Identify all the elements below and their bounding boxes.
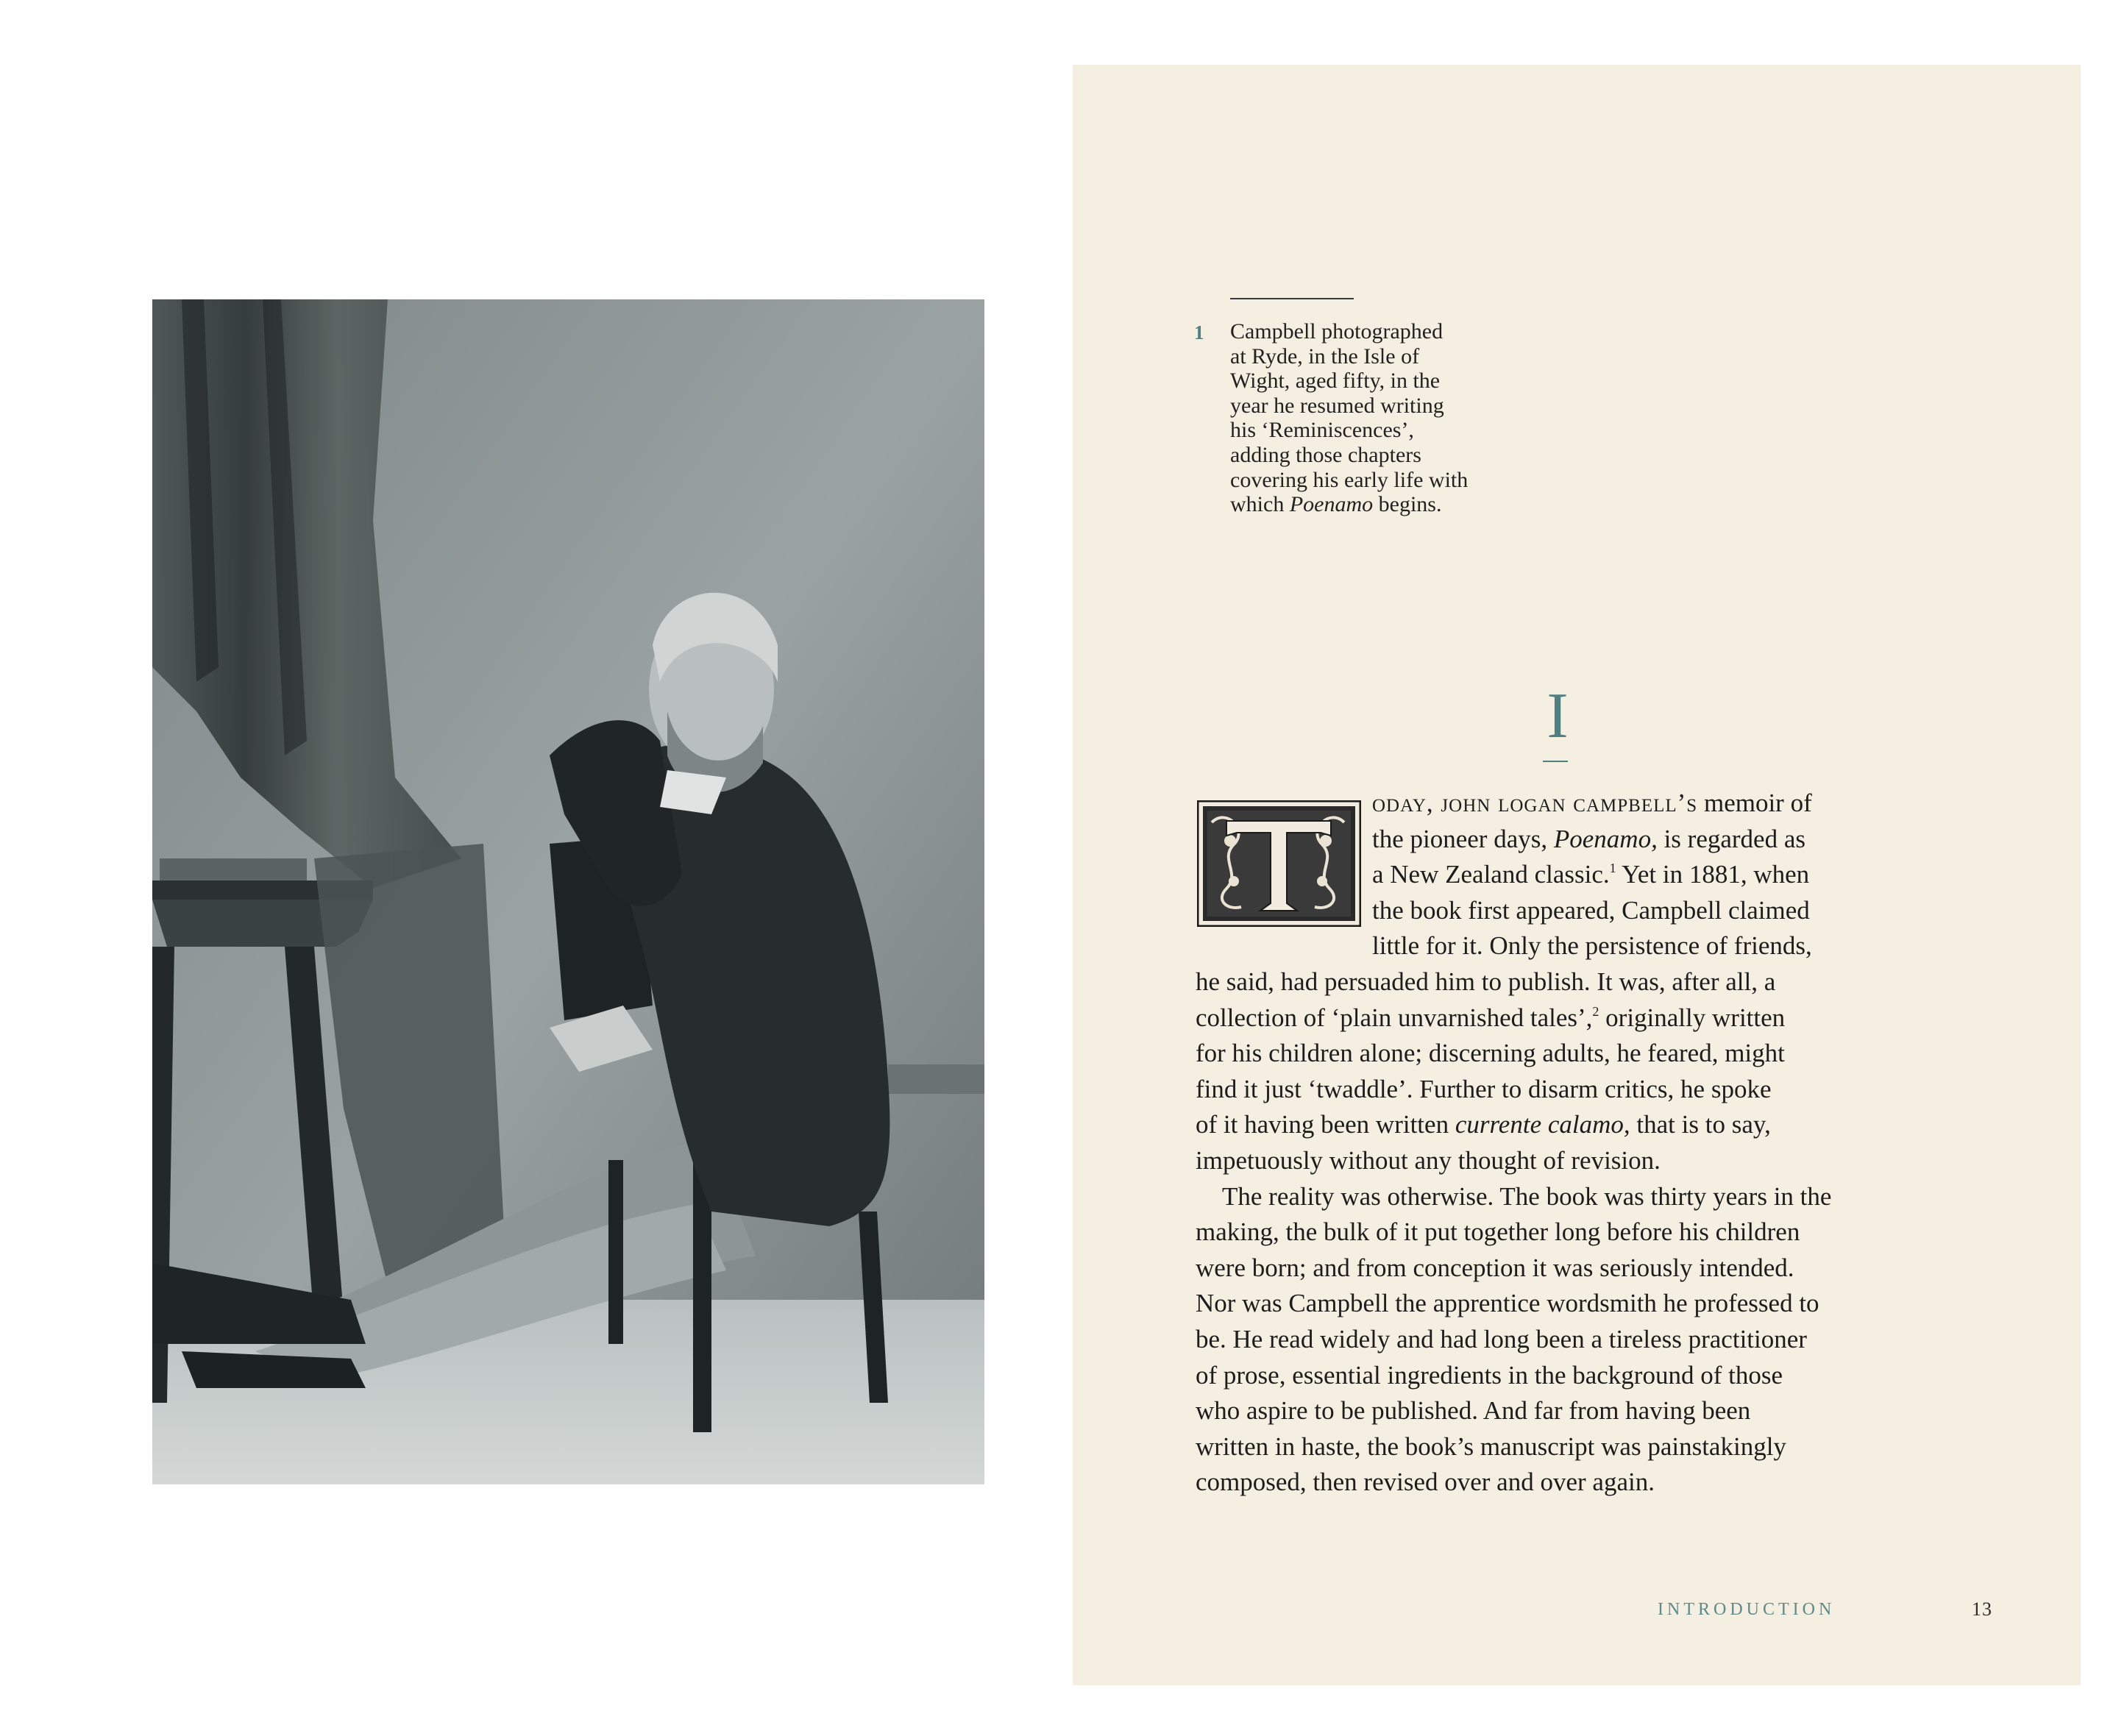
body-line: the book first appeared, Campbell claimed [1372,895,1810,925]
body-text-fragment: the pioneer days, [1372,824,1554,853]
caption-line: adding those chapters [1230,442,1421,467]
body-line: impetuously without any thought of revision. [1196,1145,1661,1175]
body-text [1196,786,1931,1501]
body-text-fragment: a New Zealand classic. [1372,860,1610,889]
body-line: he said, had persuaded him to publish. It was, after all, a [1196,967,1776,996]
caption-rule [1230,298,1354,299]
body-text-fragment: that is to say, [1630,1110,1771,1139]
running-head: INTRODUCTION [1658,1600,1836,1619]
footnote-ref: 1 [1609,861,1616,876]
caption-line: covering his early life with [1230,467,1469,492]
latin-phrase-italic: currente calamo, [1455,1110,1630,1139]
page-number: 13 [1972,1598,1992,1620]
body-line [1196,1000,1931,1036]
body-text-fragment: collection of ‘plain unvarnished tales’, [1196,1003,1593,1032]
body-line [1196,857,1931,893]
photo-caption [1230,319,1539,517]
body-line [1196,1107,1931,1143]
section-rule [1543,761,1568,762]
caption-line: Campbell photographed [1230,319,1444,344]
body-line: find it just ‘twaddle’. Further to disarm critics, he spoke [1196,1074,1772,1103]
body-line: composed, then revised over and over again. [1196,1468,1655,1497]
caption-line: his ‘Reminiscences’, [1230,418,1414,443]
body-text-fragment: originally written [1599,1003,1786,1032]
section-numeral: I [1547,680,1569,752]
body-text-fragment: is regarded as [1657,824,1805,853]
footnote-ref: 2 [1592,1003,1599,1019]
body-line: were born; and from conception it was seriously intended. [1196,1253,1794,1282]
body-text-fragment: memoir of [1697,789,1812,817]
caption-number: 1 [1194,321,1204,344]
caption-text: which [1230,492,1290,517]
body-line: little for it. Only the persistence of friends, [1372,931,1812,961]
portrait-photograph [152,299,984,1484]
body-line: be. He read widely and had long been a tireless practitioner [1196,1324,1807,1353]
body-line: Nor was Campbell the apprentice wordsmith he professed to [1196,1289,1819,1318]
caption-title-italic: Poenamo [1289,492,1374,517]
opening-smallcaps: oday, john logan campbell’s [1372,789,1698,817]
caption-line [1230,492,1539,517]
portrait-photograph-image [152,299,984,1484]
caption-line: Wight, aged fifty, in the [1230,369,1441,394]
caption-line: at Ryde, in the Isle of [1230,344,1420,369]
body-text-fragment: Yet in 1881, when [1616,860,1810,889]
caption-line: year he resumed writing [1230,393,1444,418]
body-line: making, the bulk of it put together long before his children [1196,1217,1800,1247]
body-line: of prose, essential ingredients in the background of those [1196,1360,1783,1390]
body-line: for his children alone; discerning adults, he feared, might [1196,1039,1785,1068]
body-line [1196,822,1931,858]
body-line: written in haste, the book’s manuscript was painstakingly [1196,1431,1786,1461]
body-text-fragment: of it having been written [1196,1110,1455,1139]
caption-text: begins. [1373,492,1442,517]
body-line: who aspire to be published. And far from having been [1196,1396,1751,1426]
body-line: The reality was otherwise. The book was thirty years in the [1222,1181,1832,1211]
body-line [1196,786,1931,822]
book-title-italic: Poenamo, [1553,824,1658,853]
